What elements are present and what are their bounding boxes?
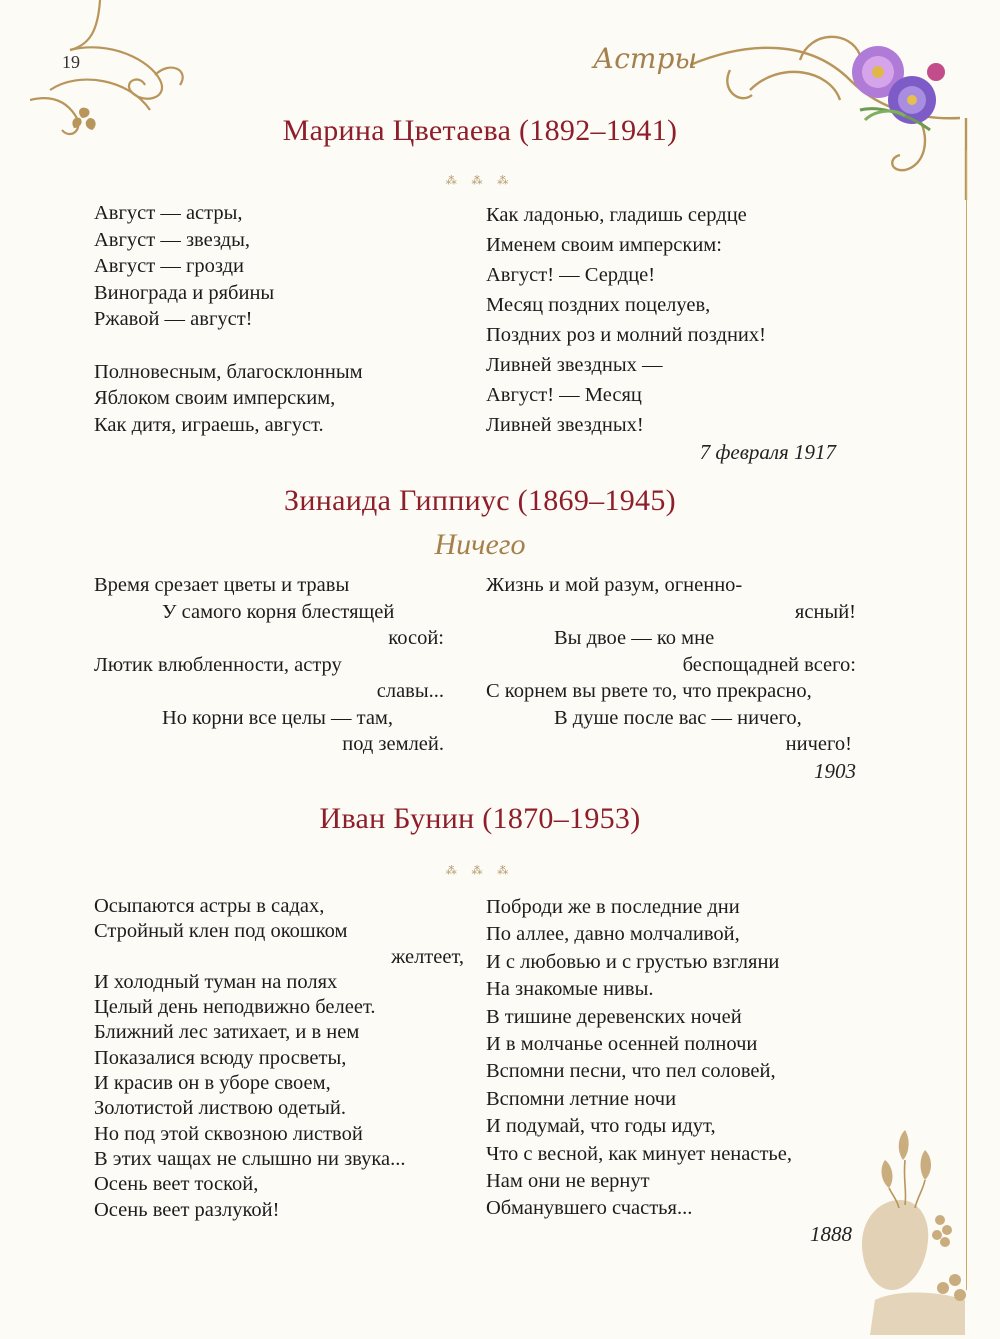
poem-line: Август! — Месяц: [486, 384, 642, 406]
author-heading-gippius: Зинаида Гиппиус (1869–1945): [284, 484, 676, 517]
poem-line: Ливней звездных!: [486, 414, 644, 436]
poem-title: Ничего: [434, 528, 526, 561]
poem-line: ничего!: [785, 733, 852, 755]
author-heading-bunin: Иван Бунин (1870–1953): [319, 802, 641, 835]
poem-line: И подумай, что годы идут,: [486, 1115, 716, 1138]
poem-line: косой:: [388, 627, 444, 649]
poem-line: В душе после вас — ничего,: [554, 706, 802, 729]
poem-line: Показалися всюду просветы,: [94, 1046, 347, 1069]
stanza-break: [94, 333, 454, 359]
poem-line: славы...: [376, 680, 444, 702]
poem-line: И холодный туман на полях: [94, 970, 338, 993]
poem-line: В тишине деревенских ночей: [486, 1005, 742, 1028]
poem-line: Но корни все целы — там,: [162, 706, 394, 729]
poem-line: И в молчанье осенней полночи: [486, 1032, 758, 1055]
poem-line: Август — звезды,: [94, 228, 251, 251]
poem-line: Целый день неподвижно белеет.: [94, 996, 376, 1019]
poem-line: Жизнь и мой разум, огненно-: [486, 574, 743, 596]
poem-line: Осень веет разлукой!: [94, 1198, 280, 1221]
poem-line: Именем своим имперским:: [486, 234, 722, 256]
poem-line: Месяц поздних поцелуев,: [486, 294, 711, 316]
poem-line: У самого корня блестящей: [162, 600, 395, 623]
decorative-border-line: [966, 150, 967, 1290]
poem-date: 1888: [810, 1222, 852, 1246]
poem-line: Яблоком своим имперским,: [94, 387, 336, 409]
poem-line: Вспомни песни, что пел соловей,: [486, 1060, 776, 1083]
poem-line: На знакомые нивы.: [486, 978, 654, 1001]
poem-line: Стройный клен под окошком: [94, 920, 348, 943]
poem-line: Нам они не вернут: [486, 1169, 650, 1192]
poem-line: Ливней звездных —: [486, 354, 663, 376]
poem-line: Но под этой сквозною листвой: [94, 1122, 363, 1145]
poem-date: 7 февраля 1917: [699, 440, 836, 464]
poem-line: Как ладонью, гладишь сердце: [486, 204, 747, 226]
poem-line: Осень веет тоской,: [94, 1173, 259, 1196]
poem-line: Вы двое — ко мне: [554, 627, 715, 649]
poem-line: С корнем вы рвете то, что прекрасно,: [486, 680, 812, 702]
poem-line: Лютик влюбленности, астру: [94, 653, 342, 676]
poem-line: желтеет,: [391, 945, 464, 968]
poem-line: Время срезает цветы и травы: [94, 574, 350, 596]
vase-ornament-bottom-right: [845, 1120, 970, 1335]
poem-line: Полновесным, благосклонным: [94, 360, 363, 383]
poem-date: 1903: [814, 759, 856, 783]
poem-column-right: [486, 200, 856, 440]
section-divider-stars: ⁂ ⁂ ⁂: [445, 175, 515, 187]
poem-line: Ржавой — август!: [94, 308, 253, 330]
poem-line: Август — грозди: [94, 255, 244, 277]
poem-line: Винограда и рябины: [94, 281, 275, 304]
poem-line: И красив он в уборе своем,: [94, 1072, 331, 1095]
author-heading-tsvetaeva: Марина Цветаева (1892–1941): [282, 114, 678, 147]
poem-line: Август! — Сердце!: [486, 264, 656, 286]
running-title: Астры: [593, 42, 698, 75]
poem-line: И с любовью и с грустью взгляни: [486, 950, 780, 973]
poem-column-left: [94, 572, 444, 758]
page-number: 19: [62, 52, 80, 72]
poem-line: Как дитя, играешь, август.: [94, 413, 324, 436]
poem-line: Август — астры,: [94, 202, 243, 224]
poem-column-right: [486, 894, 856, 1223]
poem-column-left: [94, 894, 464, 1223]
poem-line: ясный!: [794, 600, 856, 623]
poem-line: В этих чащах не слышно ни звука...: [94, 1147, 406, 1170]
poem-line: Поздних роз и молний поздних!: [486, 324, 766, 346]
poem-column-right: [486, 572, 856, 758]
poem-line: Поброди же в последние дни: [486, 896, 740, 918]
aster-flowers-ornament-top-right: [690, 0, 980, 200]
poem-line: Обманувшего счастья...: [486, 1197, 693, 1220]
poem-column-left: [94, 200, 454, 438]
poem-line: Что с весной, как минует ненастье,: [486, 1142, 792, 1165]
poem-line: беспощадней всего:: [682, 653, 856, 676]
poem-line: Золотистой листвою одетый.: [94, 1097, 347, 1120]
poem-line: Вспомни летние ночи: [486, 1087, 677, 1110]
poem-line: По аллее, давно молчаливой,: [486, 923, 740, 946]
poem-line: под землей.: [342, 733, 444, 755]
poem-line: Ближний лес затихает, и в нем: [94, 1021, 360, 1044]
poem-line: Осыпаются астры в садах,: [94, 895, 325, 917]
section-divider-stars: ⁂ ⁂ ⁂: [445, 865, 515, 877]
